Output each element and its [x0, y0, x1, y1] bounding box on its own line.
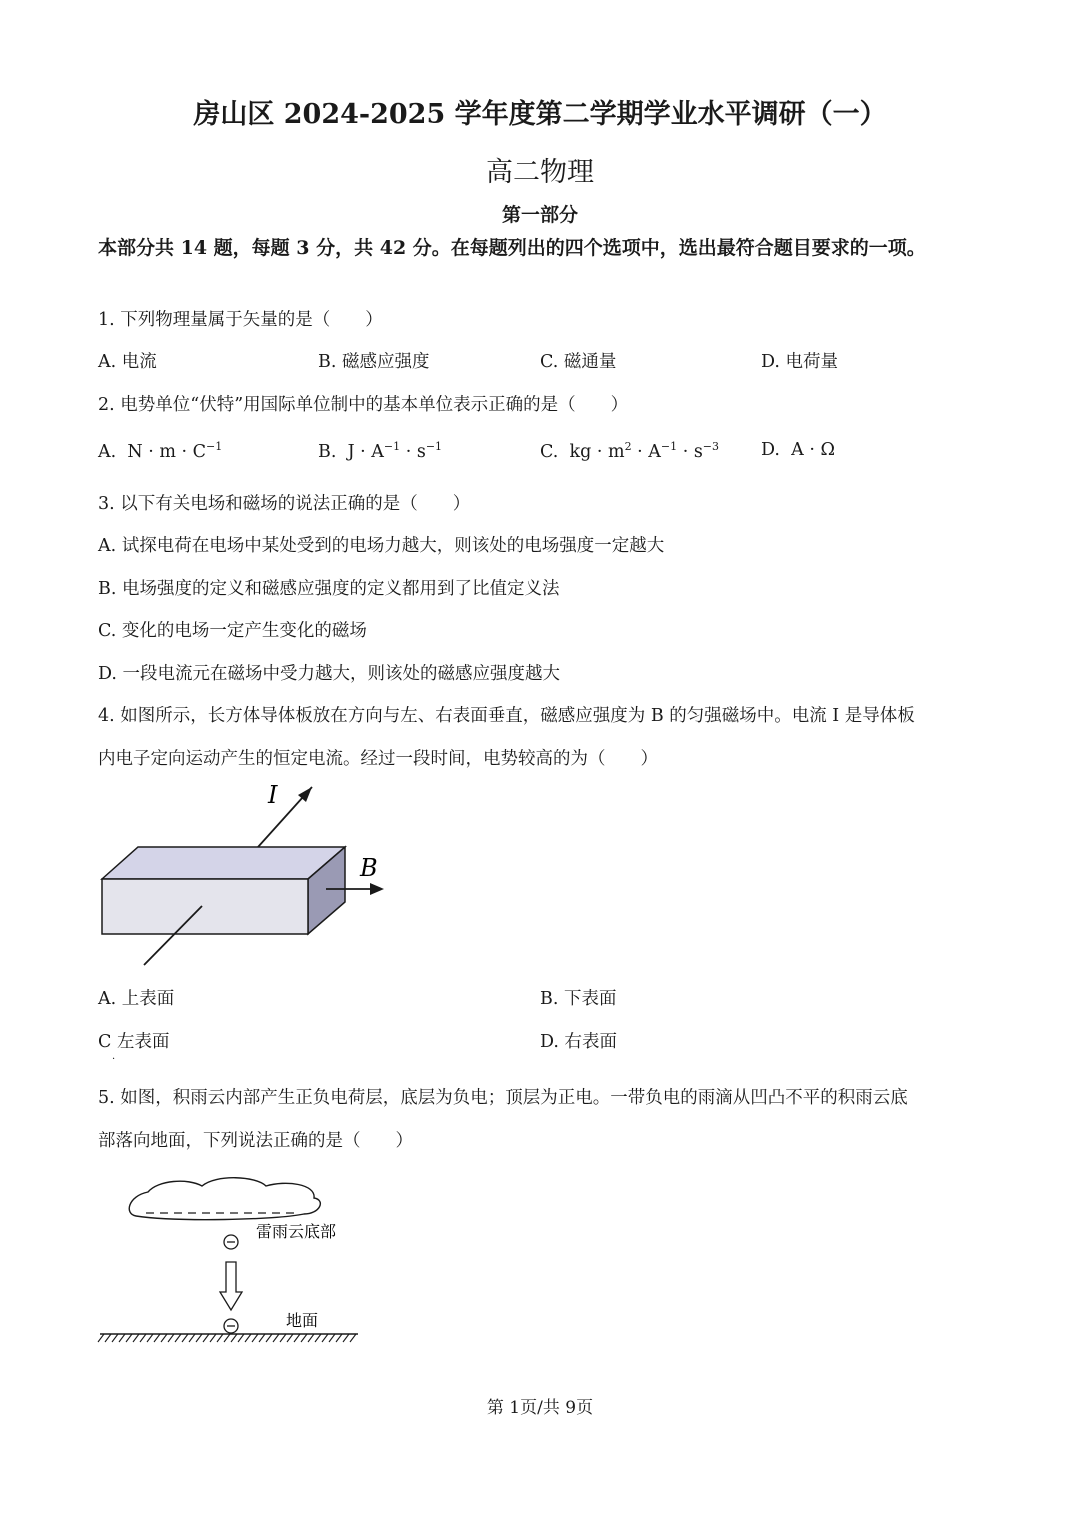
q2-option-d: D. A · Ω — [761, 440, 835, 460]
hatch-mark — [161, 1334, 167, 1342]
q1-option-c: C. 磁通量 — [540, 352, 617, 372]
part-heading: 第一部分 — [501, 204, 578, 226]
hatch-mark — [350, 1334, 356, 1342]
hatch-mark — [175, 1334, 181, 1342]
q4-option-c: C 左表面 — [98, 1032, 170, 1052]
hatch-mark — [259, 1334, 265, 1342]
q2-option-c: C. kg · $m^2 \cdot A^{-1} \cdot s^{-3}$ — [540, 440, 720, 462]
hatch-mark — [315, 1334, 321, 1342]
hatch-mark — [182, 1334, 188, 1342]
hatch-mark — [301, 1334, 307, 1342]
hatch-mark — [273, 1334, 279, 1342]
hatch-mark — [280, 1334, 286, 1342]
hatch-mark — [168, 1334, 174, 1342]
hatch-mark — [336, 1334, 342, 1342]
hatch-mark — [224, 1334, 230, 1342]
hatch-mark — [133, 1334, 139, 1342]
hatch-mark — [105, 1334, 111, 1342]
hatch-mark — [203, 1334, 209, 1342]
hatch-mark — [140, 1334, 146, 1342]
q3-option-b: B. 电场强度的定义和磁感应强度的定义都用到了比值定义法 — [98, 579, 560, 599]
q1-option-a: A. 电流 — [98, 352, 157, 372]
q5-stem-line1: 5. 如图，积雨云内部产生正负电荷层，底层为负电；顶层为正电。一带负电的雨滴从凹凸不平的积雨云底 — [98, 1088, 908, 1108]
hatch-mark — [147, 1334, 153, 1342]
q2-option-b: B. $J \cdot A^{-1} \cdot s^{-1}$ — [318, 440, 443, 462]
hatch-mark — [217, 1334, 223, 1342]
q2-option-a: A. $N \cdot m \cdot C^{-1}$ — [98, 440, 223, 462]
hatch-mark — [322, 1334, 328, 1342]
instructions: 本部分共 14 题，每题 3 分，共 42 分。在每题列出的四个选项中，选出最符合题目要求的一项。 — [98, 237, 926, 259]
hatch-mark — [266, 1334, 272, 1342]
subject-title: 高二物理 — [486, 157, 594, 188]
hatch-mark — [119, 1334, 125, 1342]
q3-option-d: D. 一段电流元在磁场中受力越大，则该处的磁感应强度越大 — [98, 664, 561, 684]
q4-option-d: D. 右表面 — [540, 1032, 618, 1052]
q1-option-d: D. 电荷量 — [761, 352, 839, 372]
q5-stem-line2: 部落向地面，下列说法正确的是（ ） — [98, 1131, 413, 1151]
current-label: I — [268, 781, 278, 809]
hatch-mark — [112, 1334, 118, 1342]
ground-label: 地面 — [286, 1311, 319, 1330]
fall-arrow — [220, 1262, 242, 1310]
field-label: B — [360, 854, 378, 882]
q4-stem-line1: 4. 如图所示，长方体导体板放在方向与左、右表面垂直，磁感应强度为 B 的匀强磁场中。电流 I 是导体板 — [98, 706, 915, 726]
hatch-mark — [126, 1334, 132, 1342]
hatch-mark — [210, 1334, 216, 1342]
box-top-face — [102, 847, 345, 879]
hatch-mark — [238, 1334, 244, 1342]
hatch-mark — [329, 1334, 335, 1342]
hatch-mark — [231, 1334, 237, 1342]
cloud-label: 雷雨云底部 — [256, 1222, 337, 1241]
hatch-mark — [196, 1334, 202, 1342]
q2-stem: 2. 电势单位“伏特”用国际单位制中的基本单位表示正确的是（ ） — [98, 395, 629, 415]
q4-figure — [90, 775, 430, 975]
q3-stem: 3. 以下有关电场和磁场的说法正确的是（ ） — [98, 494, 471, 514]
hatch-mark — [294, 1334, 300, 1342]
hatch-mark — [154, 1334, 160, 1342]
q4-stem-line2: 内电子定向运动产生的恒定电流。经过一段时间，电势较高的为（ ） — [98, 749, 658, 769]
q3-option-c: C. 变化的电场一定产生变化的磁场 — [98, 621, 367, 641]
q4-option-b: B. 下表面 — [540, 989, 617, 1009]
q4-option-a: A. 上表面 — [98, 989, 175, 1009]
q3-option-a: A. 试探电荷在电场中某处受到的电场力越大，则该处的电场强度一定越大 — [98, 536, 665, 556]
q1-option-b: B. 磁感应强度 — [318, 352, 430, 372]
hatch-mark — [252, 1334, 258, 1342]
hatch-mark — [189, 1334, 195, 1342]
exam-title: 房山区 2024-2025 学年度第二学期学业水平调研（一） — [193, 99, 887, 130]
box-front-face — [102, 879, 308, 934]
page-footer: 第 1页/共 9页 — [486, 1398, 594, 1418]
q5-figure — [96, 1170, 376, 1350]
field-arrowhead — [370, 883, 384, 895]
hatch-mark — [287, 1334, 293, 1342]
hatch-mark — [343, 1334, 349, 1342]
q1-stem: 1. 下列物理量属于矢量的是（ ） — [98, 310, 383, 330]
hatch-mark — [245, 1334, 251, 1342]
hatch-mark — [98, 1334, 104, 1342]
hatch-mark — [308, 1334, 314, 1342]
stray-dot: · — [112, 1054, 116, 1065]
ground-hatching — [98, 1334, 356, 1342]
